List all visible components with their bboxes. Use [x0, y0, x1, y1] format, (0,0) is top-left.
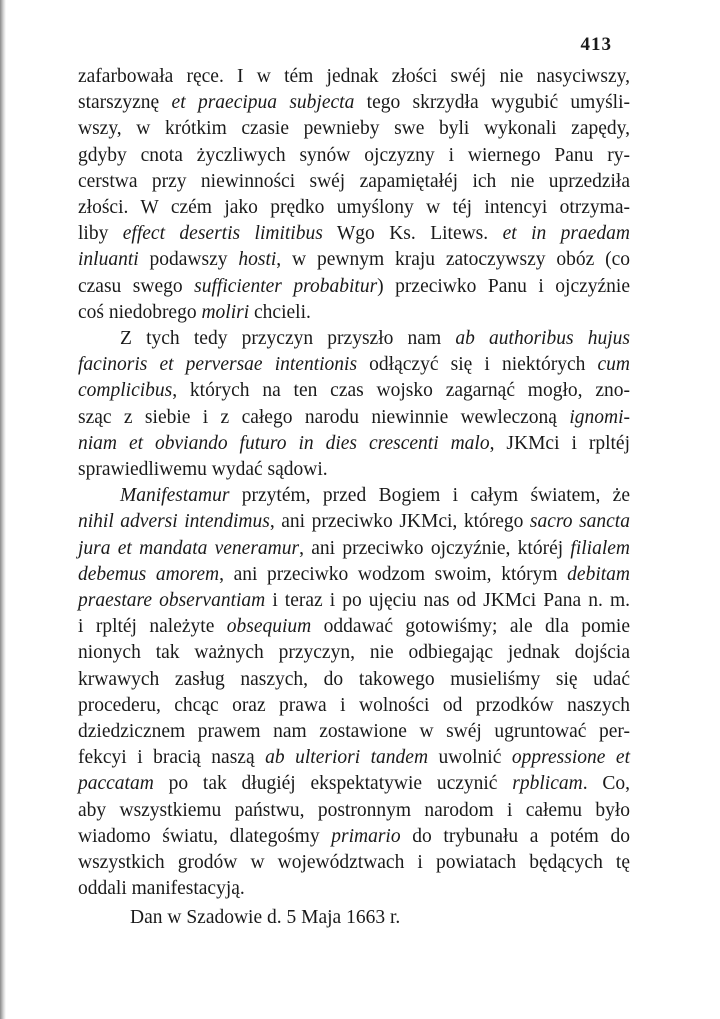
- text-segment: sząc z siebie i z całego narodu niewinnie wewleczoną: [78, 406, 570, 428]
- text-segment: coś niedobrego: [78, 301, 202, 323]
- body-text: [78, 64, 630, 931]
- text-line: [78, 640, 630, 666]
- text-line: [78, 300, 630, 326]
- text-segment: , których na ten czas wojsko zagarnąć mogło, zno-: [172, 380, 630, 402]
- text-line: [78, 771, 630, 797]
- text-segment: przytém, przed Bogiem i całym światem, że: [229, 485, 630, 507]
- text-segment: ) przeciwko Panu i ojczyźnie: [377, 275, 630, 297]
- text-segment: złości. W czém jako prędko umyślony w téj intencyi otrzyma-: [78, 197, 630, 219]
- text-line: [78, 378, 630, 404]
- text-segment: odłączyć się i niektórych: [357, 354, 598, 376]
- latin-phrase: complicibus: [78, 380, 173, 402]
- text-segment: oddawać gotowiśmy; ale dla pomie: [311, 616, 630, 638]
- text-line: [78, 143, 630, 169]
- latin-phrase: sufficienter probabitur: [194, 275, 378, 297]
- latin-phrase: inluanti: [78, 249, 139, 271]
- text-line: [78, 824, 630, 850]
- text-line: [78, 90, 630, 116]
- text-line: [78, 588, 630, 614]
- text-segment: procederu, chcąc oraz prawa i wolności od przodków naszych: [78, 694, 630, 716]
- text-segment: krwawych zasług naszych, do takowego musieliśmy się udać: [78, 668, 630, 690]
- text-segment: , ani przeciwko ojczyźnie, któréj: [299, 537, 571, 559]
- text-line: [78, 536, 630, 562]
- text-line: [78, 352, 630, 378]
- text-line: [78, 64, 630, 90]
- latin-phrase: paccatam: [78, 773, 154, 795]
- text-segment: dziedzicznem prawem nam zostawione w swéj ugruntować per-: [78, 721, 630, 743]
- text-segment: liby: [78, 223, 123, 245]
- text-segment: tego skrzydła wygubić umyśli-: [354, 92, 631, 114]
- text-segment: Dan w Szadowie d. 5 Maja 1663 r.: [130, 906, 401, 928]
- latin-phrase: et in praedam: [502, 223, 631, 245]
- scan-edge-shadow: [0, 0, 6, 1019]
- latin-phrase: moliri: [201, 301, 250, 323]
- text-line: [78, 850, 630, 876]
- text-segment: wszy, w krótkim czasie pewnieby swe byli wykonali zapędy,: [78, 118, 630, 140]
- latin-phrase: praestare observantiam: [78, 590, 266, 612]
- text-segment: aby wszystkiemu państwu, postronnym narodom i całemu było: [78, 799, 630, 821]
- text-line: [78, 614, 630, 640]
- latin-phrase: hosti: [238, 249, 277, 271]
- latin-phrase: cum: [597, 354, 630, 376]
- text-line: [78, 169, 630, 195]
- text-line: [78, 745, 630, 771]
- latin-phrase: filialem: [570, 537, 630, 559]
- latin-phrase: et praecipua subjecta: [171, 92, 355, 114]
- text-line: [78, 509, 630, 535]
- latin-phrase: ignomi-: [569, 406, 630, 428]
- text-segment: uwolnić: [428, 747, 512, 769]
- text-segment: i rpltéj należyte: [78, 616, 227, 638]
- latin-phrase: debitam: [567, 563, 630, 585]
- text-segment: wszystkich grodów w województwach i powiatach będących tę: [78, 852, 630, 874]
- text-line: [78, 221, 630, 247]
- text-line: [78, 405, 630, 431]
- text-segment: starszyznę: [78, 92, 172, 114]
- latin-phrase: obsequium: [226, 616, 312, 638]
- latin-phrase: rpblicam: [512, 773, 583, 795]
- text-line: [78, 693, 630, 719]
- text-segment: do trybunału a potém do: [400, 825, 630, 847]
- latin-phrase: jura et mandata veneramur: [78, 537, 300, 559]
- latin-phrase: debemus amorem: [78, 563, 220, 585]
- text-segment: nionych tak ważnych przyczyn, nie odbiegając jednak dojścia: [78, 642, 630, 664]
- text-line: [78, 431, 630, 457]
- text-line: [78, 719, 630, 745]
- text-segment: . Co,: [582, 773, 630, 795]
- text-segment: i teraz i po ujęciu nas od JKMci Pana n. m.: [265, 590, 630, 612]
- latin-phrase: facinoris et perversae intentionis: [78, 354, 358, 376]
- latin-phrase: ab authoribus hujus: [455, 328, 630, 350]
- latin-phrase: niam et obviando futuro in dies crescenti malo: [78, 432, 490, 454]
- text-line: [78, 274, 630, 300]
- text-line: [78, 798, 630, 824]
- text-segment: cerstwa przy niewinności swéj zapamiętałéj ich nie uprzedziła: [78, 170, 630, 192]
- latin-phrase: Manifestamur: [120, 485, 230, 507]
- text-segment: , ani przeciwko wodzom swoim, którym: [219, 563, 568, 585]
- text-segment: podawszy: [138, 249, 239, 271]
- latin-phrase: nihil adversi intendimus: [78, 511, 270, 533]
- latin-phrase: sacro sancta: [529, 511, 630, 533]
- latin-phrase: effect desertis limitibus: [122, 223, 323, 245]
- text-segment: wiadomo światu, dlategośmy: [78, 825, 332, 847]
- text-line: [78, 483, 630, 509]
- text-segment: Z tych tedy przyczyn przyszło nam: [120, 328, 456, 350]
- page-number: 413: [580, 34, 612, 55]
- latin-phrase: oppressione et: [511, 747, 630, 769]
- latin-phrase: ab ulteriori tandem: [265, 747, 429, 769]
- text-line: [78, 457, 630, 483]
- text-line: [78, 562, 630, 588]
- date-line: [78, 905, 630, 931]
- text-segment: czasu swego: [78, 275, 195, 297]
- text-line: [78, 667, 630, 693]
- text-segment: fekcyi i bracią naszą: [78, 747, 266, 769]
- text-line: [78, 326, 630, 352]
- text-segment: , ani przeciwko JKMci, którego: [269, 511, 530, 533]
- text-segment: chcieli.: [249, 301, 311, 323]
- text-segment: gdyby cnota życzliwych synów ojczyzny i wiernego Panu ry-: [78, 144, 630, 166]
- text-segment: po tak długiéj ekspektatywie uczynić: [153, 773, 513, 795]
- text-line: [78, 247, 630, 273]
- latin-phrase: primario: [331, 825, 401, 847]
- text-segment: oddali manifestacyją.: [78, 878, 245, 900]
- text-segment: sprawiedliwemu wydać sądowi.: [78, 459, 328, 481]
- text-segment: zafarbowała ręce. I w tém jednak złości swéj nie nasyciwszy,: [78, 66, 630, 87]
- text-line: [78, 116, 630, 142]
- text-segment: , w pewnym kraju zatoczywszy obóz (co: [276, 249, 630, 271]
- text-segment: Wgo Ks. Litews.: [322, 223, 503, 245]
- text-line: [78, 195, 630, 221]
- text-segment: , JKMci i rpltéj: [489, 432, 630, 454]
- text-line: [78, 876, 630, 902]
